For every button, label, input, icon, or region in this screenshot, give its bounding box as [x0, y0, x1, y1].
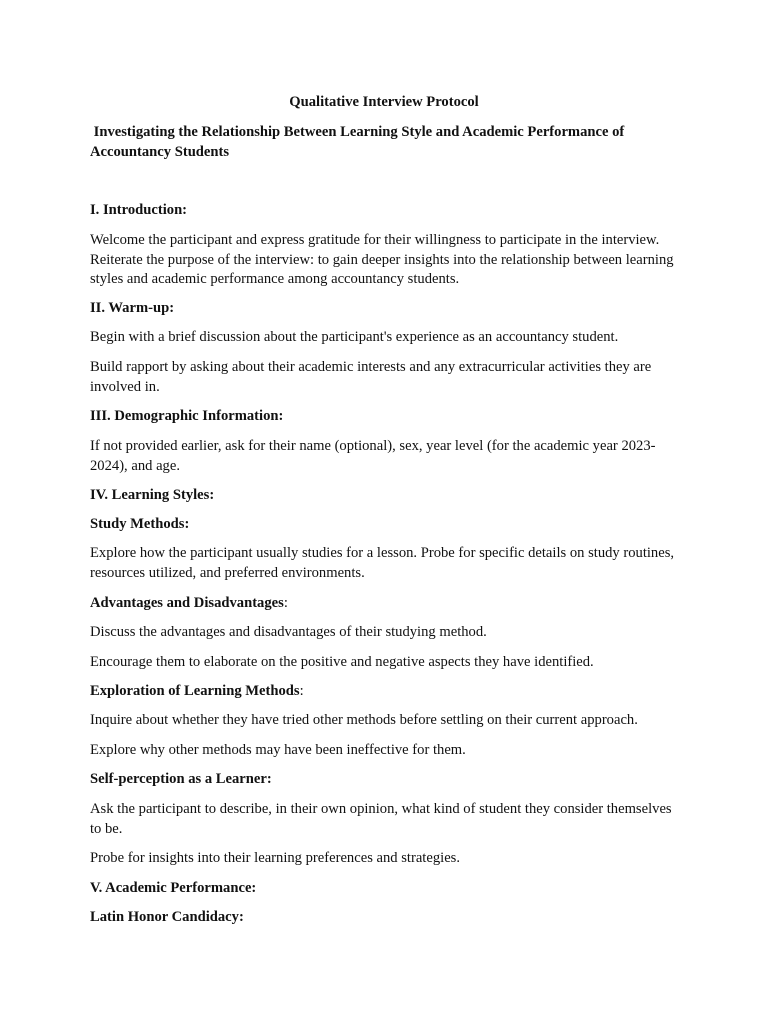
self-perception-paragraph-1: Ask the participant to describe, in their own opinion, what kind of student they consider themselves to be. [90, 801, 672, 837]
exploration-heading-colon: : [299, 683, 304, 699]
warmup-paragraph-2: Build rapport by asking about their academic interests and any extracurricular activities they are involved in. [90, 359, 652, 395]
demographic-paragraph: If not provided earlier, ask for their name (optional), sex, year level (for the academic year 2023-2024), and age. [90, 438, 656, 474]
warmup-paragraph-1: Begin with a brief discussion about the participant's experience as an accountancy student. [90, 329, 619, 345]
advantages-heading [90, 594, 682, 614]
document-title: Qualitative Interview Protocol [289, 94, 479, 110]
section-learning-styles-heading: IV. Learning Styles: [90, 487, 215, 503]
self-perception-paragraph-2: Probe for insights into their learning preferences and strategies. [90, 850, 460, 866]
study-methods-paragraph: Explore how the participant usually studies for a lesson. Probe for specific details on study routines, resources utilized, and preferred environments. [90, 545, 675, 581]
latin-honor-heading: Latin Honor Candidacy: [90, 909, 244, 925]
self-perception-heading: Self-perception as a Learner: [90, 771, 272, 787]
advantages-heading-colon: : [283, 595, 288, 611]
advantages-paragraph-1: Discuss the advantages and disadvantages of their studying method. [90, 624, 487, 640]
section-academic-performance-heading: V. Academic Performance: [90, 880, 257, 896]
introduction-paragraph: Welcome the participant and express gratitude for their willingness to participate in the interview. Reiterate the purpose of the interview: to gain deeper insights into the relationship between learning styles and academic performance among accountancy students. [90, 232, 674, 287]
exploration-heading [90, 682, 682, 702]
advantages-paragraph-2: Encourage them to elaborate on the positive and negative aspects they have identified. [90, 654, 594, 670]
section-introduction-heading: I. Introduction: [90, 202, 188, 218]
section-warmup-heading: II. Warm-up: [90, 300, 175, 316]
exploration-paragraph-1: Inquire about whether they have tried other methods before settling on their current approach. [90, 712, 638, 728]
exploration-paragraph-2: Explore why other methods may have been ineffective for them. [90, 742, 466, 758]
section-demographic-heading: III. Demographic Information: [90, 408, 284, 424]
study-methods-heading: Study Methods: [90, 516, 190, 532]
exploration-heading-text: Exploration of Learning Methods [90, 683, 300, 699]
advantages-heading-text: Advantages and Disadvantages [90, 595, 284, 611]
document-subtitle: Investigating the Relationship Between Learning Style and Academic Performance of Accountancy Students [90, 124, 628, 160]
